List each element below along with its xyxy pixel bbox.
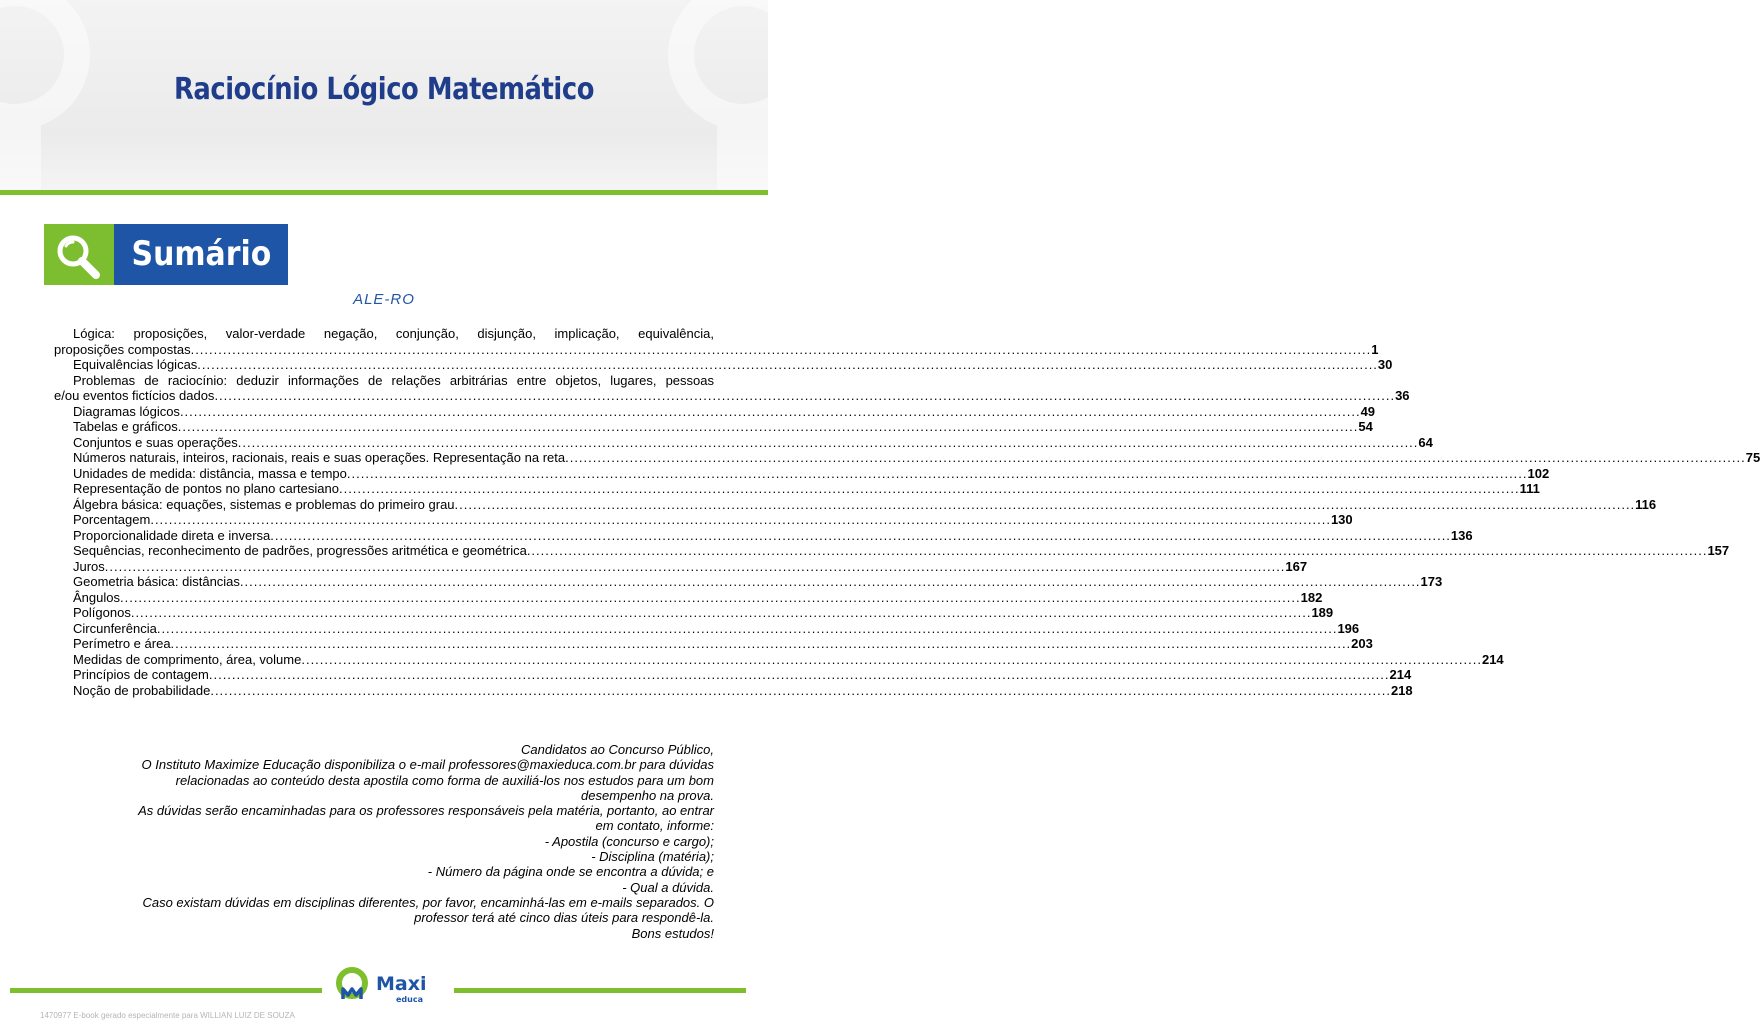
exam-subtitle: ALE-RO [353, 291, 415, 308]
document-title: Raciocínio Lógico Matemático [173, 72, 595, 107]
toc-page-number: 75 [1745, 450, 1760, 465]
sumario-label: Sumário [131, 234, 271, 274]
sumario-badge [44, 224, 288, 285]
notice-line: - Número da página onde se encontra a dúvida; e [427, 864, 714, 880]
toc-dot-leader [191, 342, 1372, 358]
toc-dot-leader [240, 574, 1421, 590]
toc-page-number: 54 [1358, 419, 1373, 434]
toc-entry-title: Proporcionalidade direta e inversa [73, 527, 271, 543]
toc-page-number: 214 [1481, 651, 1504, 667]
toc-entry-title: Ângulos [73, 589, 120, 605]
toc-entry[interactable] [54, 682, 1413, 699]
toc-page-number: 102 [1527, 465, 1550, 481]
toc-page-number: 157 [1707, 543, 1730, 558]
sumario-icon-box [44, 224, 114, 285]
toc-page-number: 64 [1418, 434, 1433, 450]
toc-dot-leader [238, 435, 1419, 451]
toc-page-number: 136 [1450, 527, 1473, 543]
toc-dot-leader [455, 497, 1636, 513]
toc-entry[interactable] [54, 558, 1308, 575]
toc-entry-title-line1: Lógica: proposições, valor-verdade negação, conjunção, disjunção, implicação, equivalência, [73, 326, 714, 341]
toc-entry-title: Diagramas lógicos [73, 403, 180, 419]
toc-entry[interactable] [54, 574, 1443, 590]
toc-entry[interactable] [54, 589, 1323, 606]
search-icon [44, 224, 114, 285]
toc-dot-leader [131, 605, 1312, 621]
toc-entry-title: Circunferência [73, 620, 157, 636]
toc-entry-title: Números naturais, inteiros, racionais, reais e suas operações. Representação na reta [73, 450, 566, 465]
toc-entry[interactable] [54, 496, 1657, 513]
toc-entry[interactable] [54, 636, 1373, 652]
logo-wordmark: Maxi [376, 973, 427, 995]
toc-entry[interactable] [54, 605, 1334, 621]
candidate-notice [60, 742, 714, 941]
notice-line: desempenho na prova. [581, 787, 714, 803]
toc-dot-leader [527, 543, 1708, 559]
toc-entry-title: Geometria básica: distâncias [73, 574, 240, 589]
toc-dot-leader [157, 621, 1338, 637]
toc-page-number: 167 [1285, 558, 1308, 574]
toc-entry[interactable] [54, 403, 1376, 420]
toc-page-number: 111 [1519, 481, 1540, 496]
toc-dot-leader [120, 590, 1301, 606]
toc-page-number: 130 [1330, 512, 1353, 527]
toc-entry[interactable] [54, 620, 1360, 637]
notice-line: - Qual a dúvida. [622, 879, 714, 895]
toc-entry-title: Porcentagem [73, 512, 151, 527]
toc-entry-title: Noção de probabilidade [73, 682, 211, 698]
toc-entry[interactable] [54, 434, 1433, 451]
toc-entry[interactable] [54, 512, 1353, 528]
toc-entry-title: Representação de pontos no plano cartesiano [73, 481, 339, 496]
toc-page-number: 36 [1395, 388, 1410, 403]
page-header [0, 0, 768, 190]
toc-page-number: 214 [1389, 667, 1412, 682]
toc-dot-leader [301, 652, 1482, 668]
toc-entry-title: Unidades de medida: distância, massa e tempo [73, 465, 347, 481]
toc-dot-leader [347, 466, 1528, 482]
toc-page-number: 173 [1420, 574, 1443, 589]
toc-entry[interactable] [54, 651, 1504, 668]
notice-line: As dúvidas serão encaminhadas para os professores responsáveis pela matéria, portanto, ao entrar [138, 803, 714, 819]
toc-page-number: 49 [1360, 403, 1376, 419]
toc-page-number: 218 [1390, 682, 1413, 698]
toc-dot-leader [180, 404, 1361, 420]
toc-entry-title-line2: proposições compostas [54, 341, 191, 357]
toc-dot-leader [214, 388, 1395, 404]
toc-entry-title: Sequências, reconhecimento de padrões, progressões aritmética e geométrica [73, 543, 527, 558]
toc-entry-title: Juros [73, 558, 105, 574]
toc-entry-title: Tabelas e gráficos [73, 419, 178, 434]
toc-dot-leader [197, 357, 1378, 373]
toc-entry[interactable] [54, 450, 1760, 466]
header-divider [0, 190, 768, 195]
maxi-educa-logo [334, 965, 446, 1007]
toc-entry-title: Equivalências lógicas [73, 357, 198, 372]
footer-divider-left [10, 988, 322, 993]
toc-dot-leader [171, 636, 1352, 652]
notice-line: relacionadas ao conteúdo desta apostila como forma de auxiliá-los nos estudos para um bom [175, 772, 714, 788]
notice-line: Bons estudos! [631, 925, 714, 941]
toc-dot-leader [105, 559, 1286, 575]
toc-entry-title-line2: e/ou eventos fictícios dados [54, 388, 215, 403]
toc-entry-title: Perímetro e área [73, 636, 171, 651]
toc-dot-leader [270, 528, 1451, 544]
toc-dot-leader [565, 450, 1746, 466]
toc-entry[interactable] [54, 543, 1730, 559]
toc-dot-leader [209, 667, 1390, 683]
toc-page-number: 30 [1377, 357, 1393, 372]
notice-line: Caso existam dúvidas em disciplinas diferentes, por favor, encaminhá-las em e-mails separados. O [142, 894, 714, 910]
notice-line: - Apostila (concurso e cargo); [544, 833, 714, 849]
toc-entry-title: Polígonos [73, 605, 131, 620]
toc-page-number: 1 [1371, 341, 1379, 357]
toc-page-number: 189 [1311, 605, 1334, 620]
toc-entry[interactable] [54, 419, 1373, 435]
sumario-label-box [114, 224, 288, 285]
toc-page-number: 116 [1635, 496, 1657, 512]
toc-entry-title: Princípios de contagem [73, 667, 209, 682]
toc-dot-leader [210, 683, 1391, 699]
toc-entry-title-line1: Problemas de raciocínio: deduzir informações de relações arbitrárias entre objetos, lugares, pessoas [73, 372, 714, 388]
notice-line: Candidatos ao Concurso Público, [521, 742, 714, 757]
toc-entry-title: Álgebra básica: equações, sistemas e problemas do primeiro grau [73, 496, 455, 512]
toc-entry[interactable] [54, 357, 1393, 373]
toc-entry[interactable] [54, 326, 1379, 357]
toc-dot-leader [150, 512, 1331, 528]
footer-divider-right [454, 988, 746, 993]
toc-entry[interactable] [54, 667, 1412, 683]
toc-entry-title: Medidas de comprimento, área, volume [73, 651, 302, 667]
notice-line: em contato, informe: [595, 818, 714, 834]
notice-line: O Instituto Maximize Educação disponibiliza o e-mail professores@maxieduca.com.br para dúvidas [141, 757, 714, 773]
toc-dot-leader [178, 419, 1359, 435]
toc-dot-leader [339, 481, 1520, 497]
toc-page-number: 196 [1337, 620, 1360, 636]
toc-entry[interactable] [54, 372, 1410, 404]
notice-line: professor terá até cinco dias úteis para respondê-la. [414, 910, 714, 926]
toc-page-number: 203 [1351, 636, 1373, 651]
toc-entry-title: Conjuntos e suas operações [73, 434, 238, 450]
toc-entry[interactable] [54, 481, 1540, 497]
toc-entry[interactable] [54, 527, 1473, 544]
table-of-contents [54, 326, 1760, 698]
notice-line: - Disciplina (matéria); [591, 849, 714, 865]
logo-subword: educa [396, 995, 423, 1004]
toc-page-number: 182 [1300, 589, 1323, 605]
toc-entry[interactable] [54, 465, 1550, 482]
footer-ebook-note: 1470977 E-book gerado especialmente para WILLIAN LUIZ DE SOUZA [40, 1011, 295, 1020]
